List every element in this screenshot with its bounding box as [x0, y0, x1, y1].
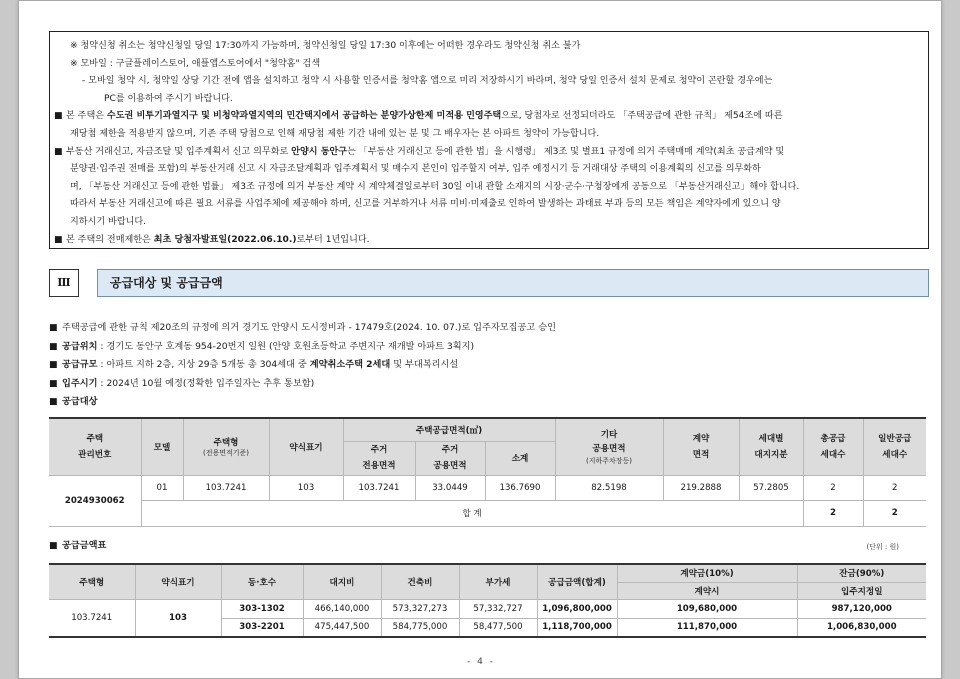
sum-general-units: 2: [863, 500, 926, 526]
cell-short: 103: [135, 599, 221, 637]
cell-type: 103.7241: [49, 599, 135, 637]
cell-balance: 1,006,830,000: [797, 618, 926, 637]
cell-total: 1,096,800,000: [537, 599, 617, 618]
notice-mobile-line: ※ 모바일 : 구글플레이스토어, 애플앱스토어에서 "청약홈" 검색: [70, 58, 321, 69]
header-land-cost: 대지비: [303, 564, 381, 599]
cell-vat: 57,332,727: [459, 599, 537, 618]
header-build-cost: 건축비: [381, 564, 459, 599]
header-contract-area: 계약 면적: [663, 418, 739, 475]
cell-general-units: 2: [863, 475, 926, 500]
cell-land-cost: 475,447,500: [303, 618, 381, 637]
notice-cancel-line: ※ 청약신청 취소는 청약신청일 당일 17:30까지 가능하며, 청약신청일 당일 17:30 이후에는 어떠한 경우라도 청약신청 취소 불가: [70, 41, 581, 51]
header-subtotal: 소계: [485, 441, 555, 475]
square-bullet-icon: ■: [49, 360, 58, 370]
cell-type: 103.7241: [183, 475, 269, 500]
cell-unit-no: 303-1302: [221, 599, 303, 618]
square-bullet-icon: ■: [49, 541, 58, 551]
header-short: 약식표기: [135, 564, 221, 599]
header-vat: 부가세: [459, 564, 537, 599]
cell-total-units: 2: [803, 475, 863, 500]
cell-model: 01: [141, 475, 183, 500]
notice-paragraph-3: ■ 본 주택의 전매제한은 최초 당첨자발표일(2022.06.10.)로부터 1년입니다.: [54, 232, 918, 250]
section-number: Ⅲ: [49, 269, 79, 297]
location-line: ■ 공급위치 : 경기도 동안구 호계동 954-20번지 일원 (안양 호원초등학교 주변지구 재개발 아파트 3획지): [49, 338, 929, 357]
cell-other: 82.5198: [555, 475, 663, 500]
cell-land-cost: 466,140,000: [303, 599, 381, 618]
document-page: [18, 0, 942, 679]
sum-label: 합 계: [141, 500, 803, 526]
supply-info: [49, 319, 929, 412]
square-bullet-icon: ■: [54, 111, 63, 122]
cell-deposit: 109,680,000: [617, 599, 797, 618]
notice-paragraph-1-cont: 재당첨 제한을 적용받지 않으며, 기존 주택 당첨으로 인해 재당첨 제한 기간 내에 있는 분 및 그 배우자는 본 아파트 청약이 가능합니다.: [70, 128, 600, 139]
cell-balance: 987,120,000: [797, 599, 926, 618]
header-type: 주택형 (전용면적기준): [183, 418, 269, 475]
header-deposit: 계약금(10%): [617, 564, 797, 582]
header-model: 모델: [141, 418, 183, 475]
square-bullet-icon: ■: [49, 378, 58, 389]
header-balance-when: 입주지정일: [797, 582, 926, 599]
notice-paragraph-2-cont: 며, 「부동산 거래신고 등에 관한 법률」 제3조 규정에 의거 부동산 계약 시 계약체결일로부터 30일 이내 관할 소재지의 시장·군수·구청장에게 공동으로 「부동산거래신고」해야 합니다.: [70, 181, 800, 192]
header-common: 주거 공용면적: [415, 441, 485, 475]
notice-mobile-detail-2: PC를 이용하여 주시기 바랍니다.: [104, 93, 233, 104]
cell-subtotal: 136.7690: [485, 475, 555, 500]
move-in-line: ■ 입주시기 : 2024년 10월 예정(정확한 입주일자는 추후 통보함): [49, 375, 929, 394]
page-number: - 4 -: [467, 657, 495, 667]
notice-paragraph-2: ■ 부동산 거래신고, 자금조달 및 입주계획서 신고 의무화로 안양시 동안구는 「부동산 거래신고 등에 관한 법」을 시행령」 제3조 및 별표1 규정에 의거 주택매매 계약(최초 공급계약 및: [54, 144, 918, 162]
square-bullet-icon: ■: [54, 146, 63, 157]
square-bullet-icon: ■: [49, 341, 58, 352]
header-area-group: 주택공급면적(㎡): [343, 418, 555, 441]
notice-paragraph-2-cont: 지하시기 바랍니다.: [70, 216, 147, 227]
cell-mgmt-no: 2024930062: [49, 475, 141, 526]
square-bullet-icon: ■: [54, 234, 63, 245]
notice-mobile-detail: - 모바일 청약 시, 청약일 상당 기간 전에 앱을 설치하고 청약 시 사용할 인증서를 청약홈 앱으로 미리 저장하시기 바라며, 청약 당일 인증서 설치 문제로 청약이 곤란할 경우에는: [82, 76, 773, 87]
cell-land: 57.2805: [739, 475, 803, 500]
header-exclusive: 주거 전용면적: [343, 441, 415, 475]
notice-box: [49, 31, 929, 249]
scale-line: ■ 공급규모 : 아파트 지하 2층, 지상 29층 5개동 총 304세대 중 계약취소주택 2세대 및 부대복리시설: [49, 356, 929, 375]
cell-unit-no: 303-2201: [221, 618, 303, 637]
header-unit-no: 동·호수: [221, 564, 303, 599]
cell-exclusive: 103.7241: [343, 475, 415, 500]
header-deposit-when: 계약시: [617, 582, 797, 599]
cell-short: 103: [269, 475, 343, 500]
approval-line: ■ 주택공급에 관한 규칙 제20조의 규정에 의거 경기도 안양시 도시정비과 - 17479호(2024. 10. 07.)로 입주자모집공고 승인: [49, 319, 929, 338]
header-balance: 잔금(90%): [797, 564, 926, 582]
header-land-share: 세대별 대지지분: [739, 418, 803, 475]
header-mgmt-no: 주택 관리번호: [49, 418, 141, 475]
cell-vat: 58,477,500: [459, 618, 537, 637]
cell-contract-area: 219.2888: [663, 475, 739, 500]
supply-price-table: [49, 563, 926, 638]
table-row: [49, 475, 926, 500]
notice-paragraph-1: ■ 본 주택은 수도권 비투기과열지구 및 비청약과열지역의 민간택지에서 공급하는 분양가상한제 미적용 민영주택으로, 당첨자로 선정되더라도 「주택공급에 관한 규칙」 제54조에 따른: [54, 108, 918, 126]
supply-target-table: [49, 417, 926, 527]
table-row: [49, 599, 926, 618]
section-title: 공급대상 및 공급금액: [97, 269, 929, 297]
cell-total: 1,118,700,000: [537, 618, 617, 637]
cell-build-cost: 584,775,000: [381, 618, 459, 637]
square-bullet-icon: ■: [49, 323, 58, 333]
sum-total-units: 2: [803, 500, 863, 526]
price-heading: ■ 공급금액표: [49, 537, 929, 556]
header-type: 주택형: [49, 564, 135, 599]
sum-row: [49, 500, 926, 526]
notice-paragraph-2-cont: 분양권·입주권 전매를 포함)의 부동산거래 신고 시 자금조달계획과 입주계획서 및 매수지 본인이 입주할지 여부, 입주 예정시기 등 거래대상 주택의 이용계획의 신고를 의무화하: [70, 164, 761, 175]
header-total: 공급금액(합계): [537, 564, 617, 599]
unit-note: (단위 : 원): [866, 543, 899, 551]
supply-target-heading: ■ 공급대상: [49, 393, 929, 412]
square-bullet-icon: ■: [49, 397, 58, 407]
notice-paragraph-2-cont: 따라서 부동산 거래신고에 따른 필요 서류를 사업주체에 제공해야 하며, 신고를 거부하거나 서류 미비·미제출로 인하여 발생하는 과태료 부과 등의 모든 책임은 계약자에게 있으니 양: [70, 199, 781, 210]
header-general-units: 일반공급 세대수: [863, 418, 926, 475]
cell-deposit: 111,870,000: [617, 618, 797, 637]
header-total-units: 총공급 세대수: [803, 418, 863, 475]
header-other-common: 기타 공용면적 (지하주차장등): [555, 418, 663, 475]
cell-build-cost: 573,327,273: [381, 599, 459, 618]
header-short: 약식표기: [269, 418, 343, 475]
cell-common: 33.0449: [415, 475, 485, 500]
section-header: [49, 269, 929, 297]
